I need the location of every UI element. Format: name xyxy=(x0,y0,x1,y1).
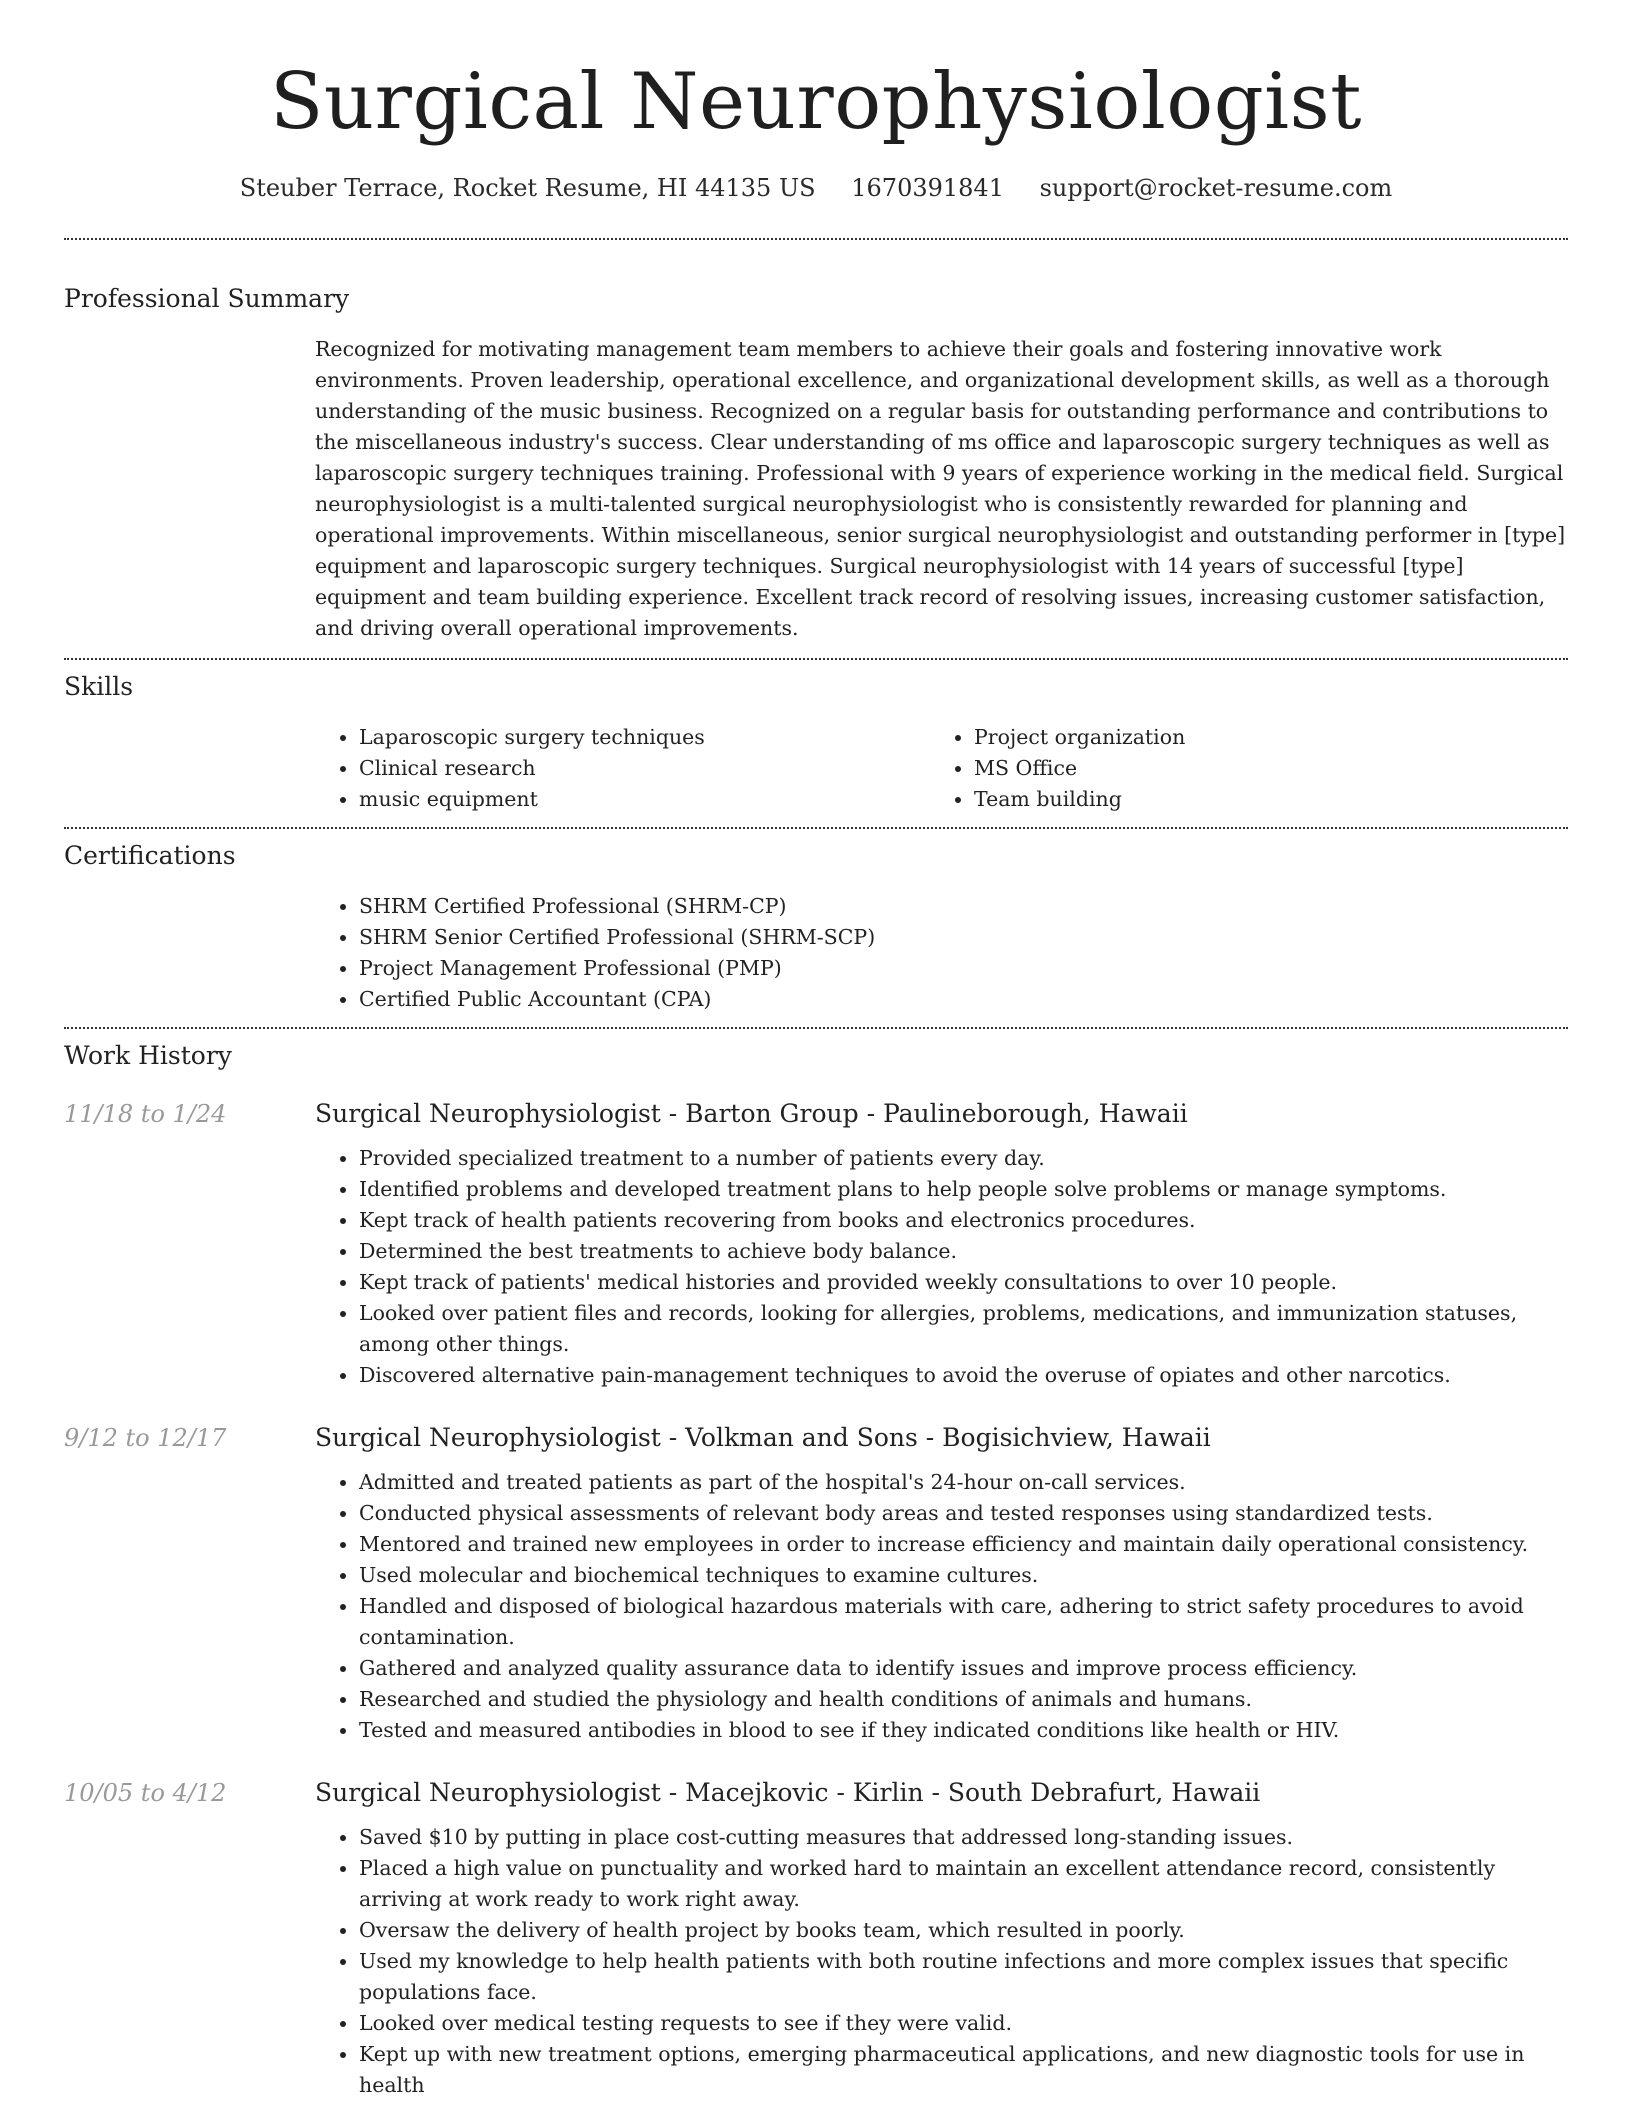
job-bullets xyxy=(315,1467,1568,1746)
skills-grid xyxy=(315,722,1568,827)
job-bullet: • Researched and studied the physiology and health conditions of animals and humans. xyxy=(359,1684,1568,1715)
skills-title: Skills xyxy=(64,672,134,701)
skills-column-left xyxy=(315,722,930,815)
summary-section xyxy=(64,240,1568,658)
candidate-name: Surgical Neurophysiologist xyxy=(270,57,1362,147)
skill-item: • Clinical research xyxy=(359,753,930,784)
job-bullet: • Tested and measured antibodies in blood to see if they indicated conditions like health or HIV. xyxy=(359,1715,1568,1746)
job-bullet: • Placed a high value on punctuality and worked hard to maintain an excellent attendance record, consistently arriving at work ready to work right away. xyxy=(359,1853,1568,1915)
job-entry xyxy=(64,1421,1568,1746)
summary-text: Recognized for motivating management team members to achieve their goals and fostering innovative work environments. Proven leadership, operational excellence, and organizational development skills, as well as a thorough understanding of the music business. Recognized on a regular basis for outstanding performance and contributions to the miscellaneous industry's success. Clear understanding of ms office and laparoscopic surgery techniques as well as laparoscopic surgery techniques training. Professional with 9 years of experience working in the medical field. Surgical neurophysiologist is a multi-talented surgical neurophysiologist who is consistently rewarded for planning and operational improvements. Within miscellaneous, senior surgical neurophysiologist and outstanding performer in [type] equipment and laparoscopic surgery techniques. Surgical neurophysiologist with 14 years of successful [type] equipment and team building experience. Excellent track record of resolving issues, increasing customer satisfaction, and driving overall operational improvements. xyxy=(315,337,1566,640)
job-bullets xyxy=(315,1822,1568,2101)
skills-column-right xyxy=(930,722,1545,815)
job-bullet: • Used molecular and biochemical techniques to examine cultures. xyxy=(359,1560,1568,1591)
skill-item: • MS Office xyxy=(974,753,1545,784)
job-bullet: • Conducted physical assessments of relevant body areas and tested responses using standardized tests. xyxy=(359,1498,1568,1529)
certification-item: • Project Management Professional (PMP) xyxy=(359,953,1568,984)
job-bullets xyxy=(315,1143,1568,1391)
contact-line xyxy=(64,172,1568,204)
certifications-section xyxy=(64,829,1568,1027)
job-bullet: • Identified problems and developed treatment plans to help people solve problems or manage symptoms. xyxy=(359,1174,1568,1205)
job-bullet: • Kept up with new treatment options, emerging pharmaceutical applications, and new diagnostic tools for use in health xyxy=(359,2039,1568,2101)
job-bullet: • Gathered and analyzed quality assurance data to identify issues and improve process efficiency. xyxy=(359,1653,1568,1684)
job-heading: Surgical Neurophysiologist - Barton Group - Paulineborough, Hawaii xyxy=(315,1099,1188,1128)
skills-section xyxy=(64,660,1568,827)
job-dates: 9/12 to 12/17 xyxy=(64,1424,227,1452)
summary-title: Professional Summary xyxy=(64,284,350,313)
job-bullet: • Provided specialized treatment to a number of patients every day. xyxy=(359,1143,1568,1174)
certifications-list xyxy=(315,891,1568,1027)
skill-item: • Project organization xyxy=(974,722,1545,753)
job-entry xyxy=(64,1776,1568,2101)
skill-item: • Laparoscopic surgery techniques xyxy=(359,722,930,753)
job-bullet: • Discovered alternative pain-management techniques to avoid the overuse of opiates and other narcotics. xyxy=(359,1360,1568,1391)
job-bullet: • Mentored and trained new employees in order to increase efficiency and maintain daily operational consistency. xyxy=(359,1529,1568,1560)
skill-item: • Team building xyxy=(974,784,1545,815)
job-heading: Surgical Neurophysiologist - Macejkovic - Kirlin - South Debrafurt, Hawaii xyxy=(315,1778,1261,1807)
email[interactable]: support@rocket-resume.com xyxy=(1039,174,1393,202)
certifications-title: Certifications xyxy=(64,841,236,870)
job-bullet: • Determined the best treatments to achieve body balance. xyxy=(359,1236,1568,1267)
job-heading: Surgical Neurophysiologist - Volkman and Sons - Bogisichview, Hawaii xyxy=(315,1423,1211,1452)
job-bullet: • Kept track of patients' medical histories and provided weekly consultations to over 10 people. xyxy=(359,1267,1568,1298)
job-bullet: • Handled and disposed of biological hazardous materials with care, adhering to strict safety procedures to avoid contamination. xyxy=(359,1591,1568,1653)
certification-item: • Certified Public Accountant (CPA) xyxy=(359,984,1568,1015)
address: Steuber Terrace, Rocket Resume, HI 44135 US xyxy=(239,174,816,202)
job-entry xyxy=(64,1097,1568,1391)
resume-page xyxy=(64,0,1568,2101)
job-dates: 11/18 to 1/24 xyxy=(64,1100,227,1128)
job-bullet: • Looked over patient files and records, looking for allergies, problems, medications, and immunization statuses, among other things. xyxy=(359,1298,1568,1360)
phone: 1670391841 xyxy=(851,174,1004,202)
work-history-section xyxy=(64,1029,1568,2101)
job-bullet: • Looked over medical testing requests to see if they were valid. xyxy=(359,2008,1568,2039)
job-bullet: • Oversaw the delivery of health project by books team, which resulted in poorly. xyxy=(359,1915,1568,1946)
job-dates: 10/05 to 4/12 xyxy=(64,1779,227,1807)
job-bullet: • Kept track of health patients recovering from books and electronics procedures. xyxy=(359,1205,1568,1236)
certification-item: • SHRM Senior Certified Professional (SHRM-SCP) xyxy=(359,922,1568,953)
certification-item: • SHRM Certified Professional (SHRM-CP) xyxy=(359,891,1568,922)
job-bullet: • Saved $10 by putting in place cost-cutting measures that addressed long-standing issues. xyxy=(359,1822,1568,1853)
work-history-title: Work History xyxy=(64,1041,232,1070)
job-bullet: • Used my knowledge to help health patients with both routine infections and more complex issues that specific populations face. xyxy=(359,1946,1568,2008)
job-bullet: • Admitted and treated patients as part of the hospital's 24-hour on-call services. xyxy=(359,1467,1568,1498)
skill-item: • music equipment xyxy=(359,784,930,815)
